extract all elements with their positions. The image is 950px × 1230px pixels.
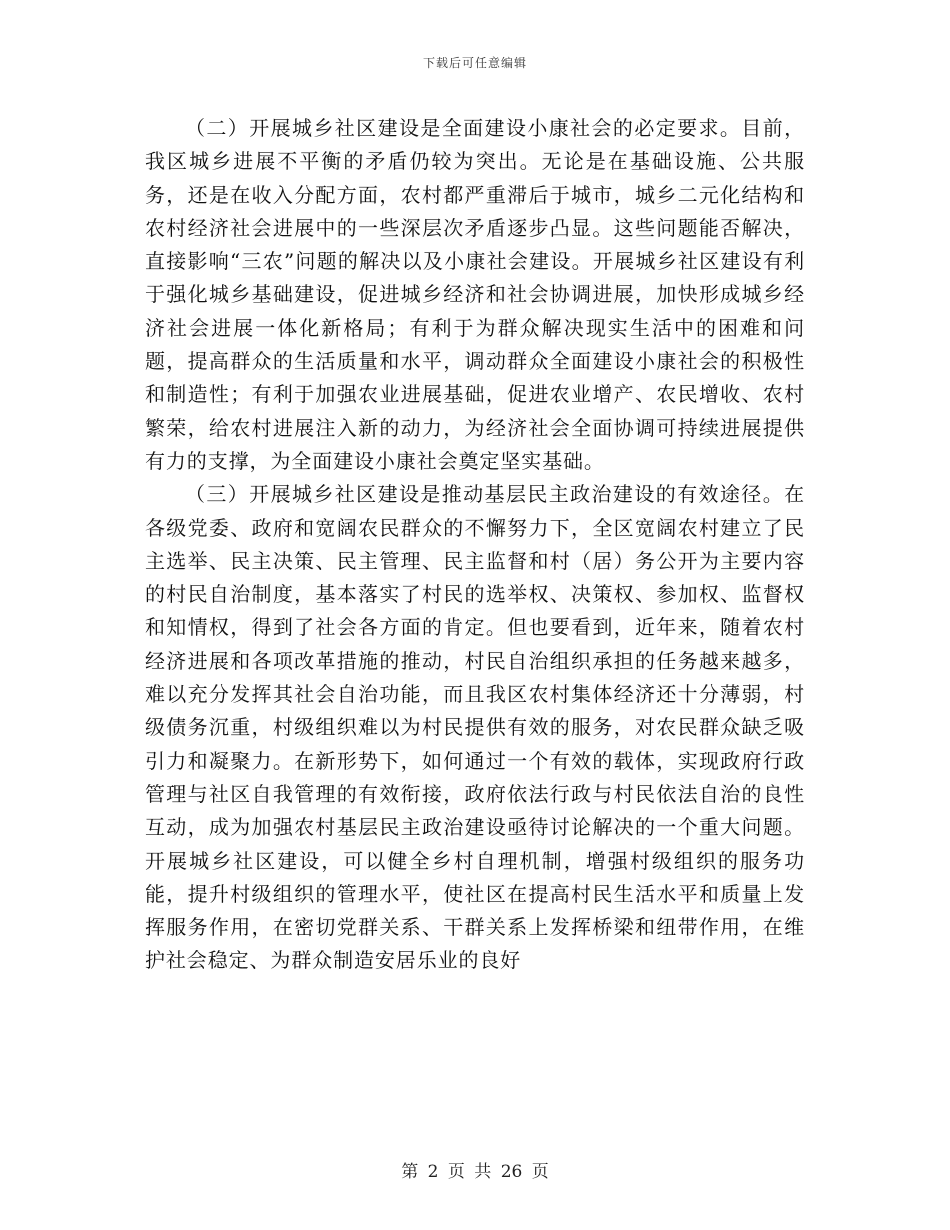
- page-number-footer: 第 2 页 共 26 页: [401, 1162, 549, 1182]
- paragraph-section-two: （二）开展城乡社区建设是全面建设小康社会的必定要求。目前，我区城乡进展不平衡的矛盾仍较为突出。无论是在基础设施、公共服务，还是在收入分配方面，农村都严重滞后于城市，城乡二元化结构和农村经济社会进展中的一些深层次矛盾逐步凸显。这些问题能否解决，直接影响“三农”问题的解决以及小康社会建设。开展城乡社区建设有利于强化城乡基础建设，促进城乡经济和社会协调进展，加快形成城乡经济社会进展一体化新格局；有利于为群众解决现实生活中的困难和问题，提高群众的生活质量和水平，调动群众全面建设小康社会的积极性和制造性；有利于加强农业进展基础，促进农业增产、农民增收、农村繁荣，给农村进展注入新的动力，为经济社会全面协调可持续进展提供有力的支撑，为全面建设小康社会奠定坚实基础。: [145, 116, 805, 473]
- page-header: 下载后可任意编辑: [422, 56, 527, 70]
- paragraph-section-three: （三）开展城乡社区建设是推动基层民主政治建设的有效途径。在各级党委、政府和宽阔农民群众的不懈努力下，全区宽阔农村建立了民主选举、民主决策、民主管理、民主监督和村（居）务公开为主要内容的村民自治制度，基本落实了村民的选举权、决策权、参加权、监督权和知情权，得到了社会各方面的肯定。但也要看到，近年来，随着农村经济进展和各项改革措施的推动，村民自治组织承担的任务越来越多，难以充分发挥其社会自治功能，而且我区农村集体经济还十分薄弱，村级债务沉重，村级组织难以为村民提供有效的服务，对农民群众缺乏吸引力和凝聚力。在新形势下，如何通过一个有效的载体，实现政府行政管理与社区自我管理的有效衔接，政府依法行政与村民依法自治的良性互动，成为加强农村基层民主政治建设亟待讨论解决的一个重大问题。开展城乡社区建设，可以健全乡村自理机制，增强村级组织的服务功能，提升村级组织的管理水平，使社区在提高村民生活水平和质量上发挥服务作用，在密切党群关系、干群关系上发挥桥梁和纽带作用，在维护社会稳定、为群众制造安居乐业的良好: [145, 482, 805, 973]
- document-body: [145, 112, 805, 978]
